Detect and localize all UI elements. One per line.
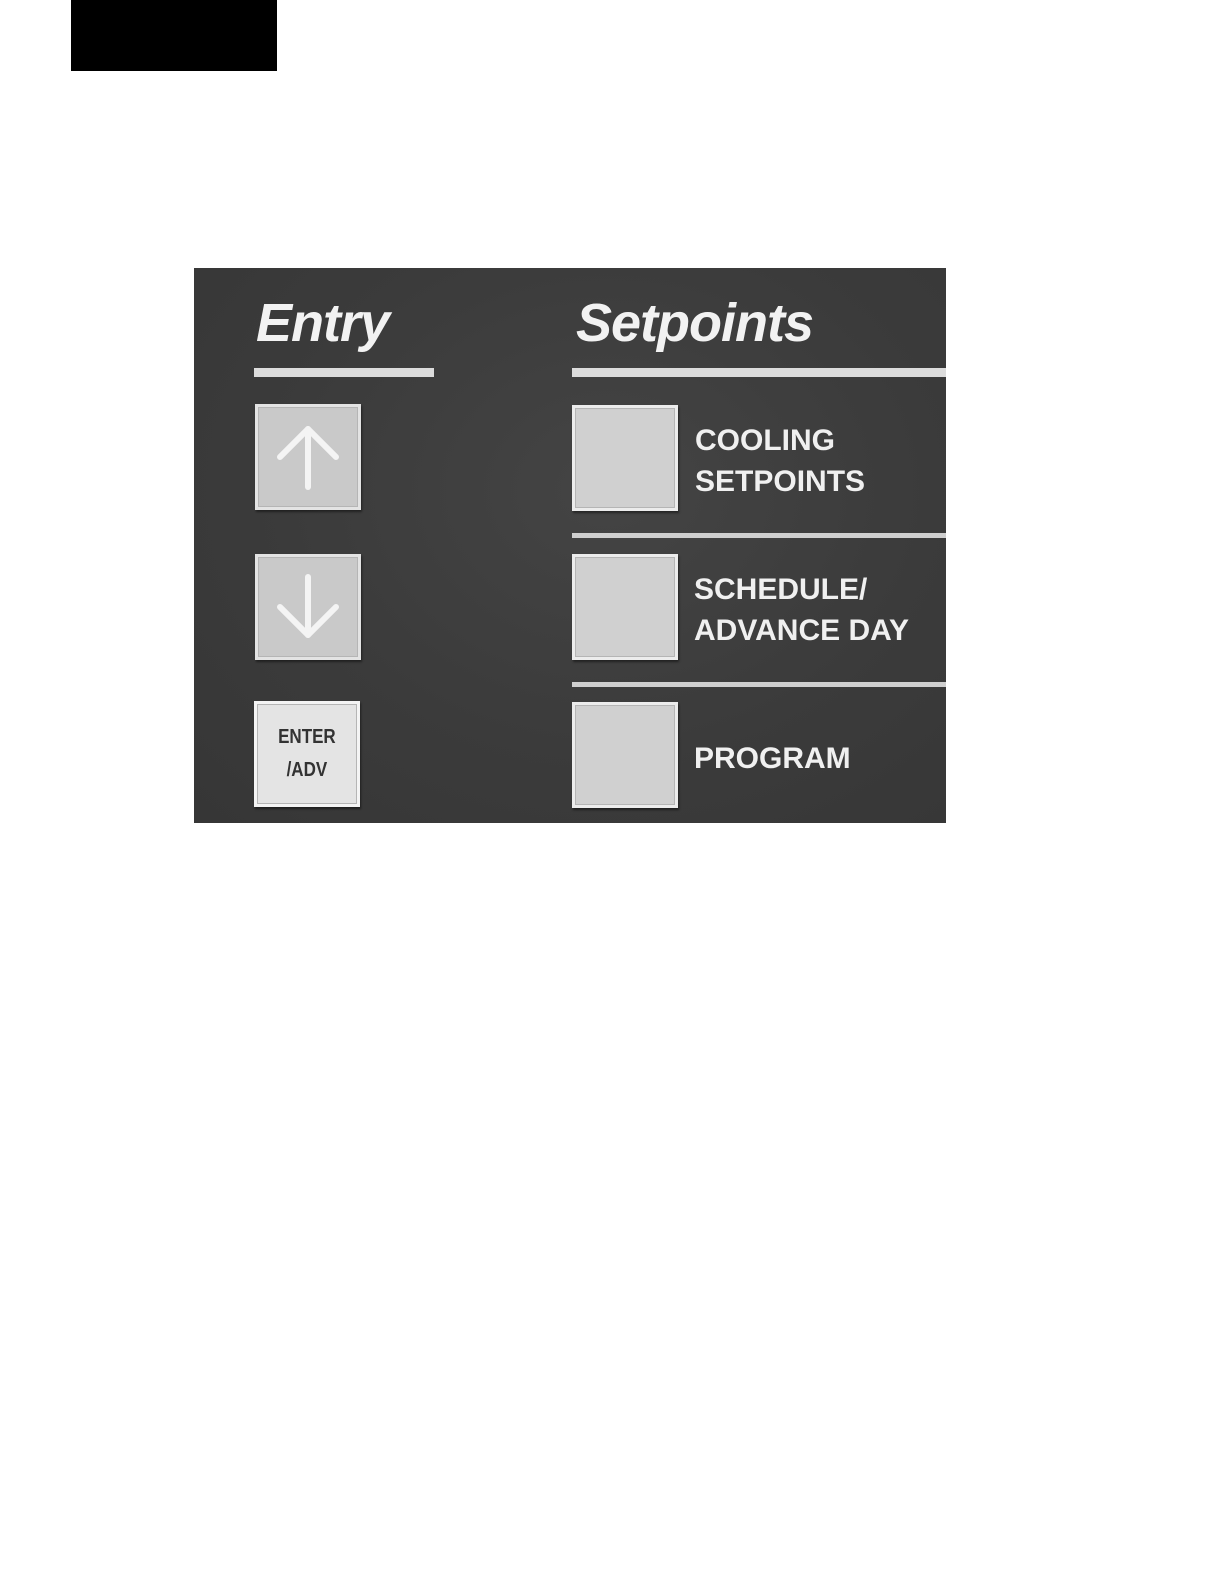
schedule-label-line1: SCHEDULE/ — [694, 573, 868, 606]
cooling-setpoints-button[interactable] — [572, 405, 678, 511]
header-black-tab — [71, 0, 277, 71]
cooling-label-line1: COOLING — [695, 424, 835, 457]
arrow-down-icon — [268, 567, 348, 647]
setpoints-underline — [572, 368, 946, 377]
schedule-advance-day-button[interactable] — [572, 554, 678, 660]
enter-label: ENTER — [278, 726, 336, 748]
cooling-setpoints-label — [695, 420, 865, 502]
program-label — [694, 738, 851, 779]
up-arrow-button[interactable] — [255, 404, 361, 510]
adv-label: /ADV — [286, 759, 328, 781]
setpoints-heading: Setpoints — [576, 293, 814, 353]
setpoint-divider — [572, 682, 946, 687]
program-button[interactable] — [572, 702, 678, 808]
entry-heading: Entry — [256, 293, 390, 353]
arrow-up-icon — [268, 417, 348, 497]
enter-adv-button[interactable] — [254, 701, 360, 807]
setpoint-divider — [572, 533, 946, 538]
control-panel — [194, 268, 946, 823]
entry-underline — [254, 368, 434, 377]
schedule-advance-day-label — [694, 569, 909, 651]
schedule-label-line2: ADVANCE DAY — [694, 614, 910, 647]
cooling-label-line2: SETPOINTS — [695, 465, 866, 498]
program-label-line1: PROGRAM — [694, 742, 851, 775]
down-arrow-button[interactable] — [255, 554, 361, 660]
